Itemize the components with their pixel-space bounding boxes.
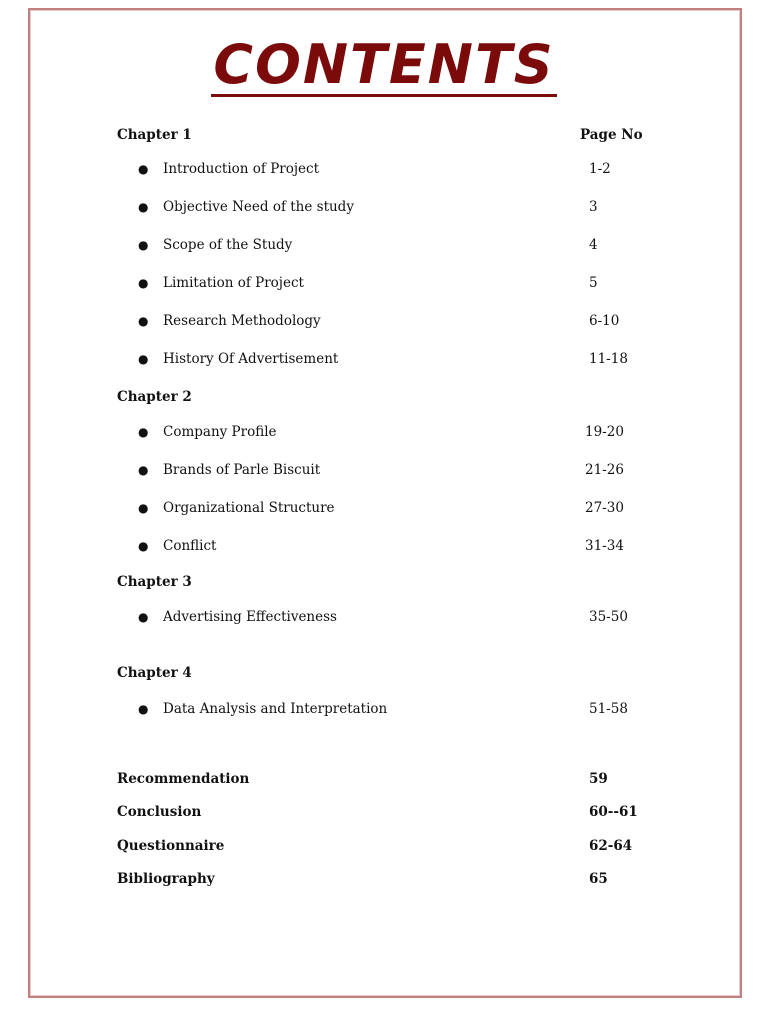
toc-entry[interactable] bbox=[0, 421, 768, 443]
toc-entry-page: 4 bbox=[589, 237, 598, 253]
toc-entry-label: Limitation of Project bbox=[163, 275, 304, 291]
end-section-label: Bibliography bbox=[117, 871, 215, 887]
bullet-icon: ● bbox=[138, 238, 149, 252]
end-section-label: Questionnaire bbox=[117, 838, 225, 854]
bullet-icon: ● bbox=[138, 501, 149, 515]
end-section-label: Conclusion bbox=[117, 804, 202, 820]
toc-entry-label: Research Methodology bbox=[163, 313, 321, 329]
toc-entry-page: 35-50 bbox=[589, 609, 628, 625]
toc-entry-page: 5 bbox=[589, 275, 598, 291]
toc-entry-label: Organizational Structure bbox=[163, 500, 335, 516]
toc-entry-page: 21-26 bbox=[585, 462, 624, 478]
toc-entry[interactable] bbox=[0, 234, 768, 256]
chapter-heading-row bbox=[0, 386, 768, 408]
chapter-heading: Chapter 3 bbox=[117, 574, 192, 590]
chapter-heading-row bbox=[0, 571, 768, 593]
toc-entry[interactable] bbox=[0, 459, 768, 481]
end-section-row[interactable] bbox=[0, 768, 768, 790]
toc-entry-label: Brands of Parle Biscuit bbox=[163, 462, 321, 478]
toc-entry-page: 6-10 bbox=[589, 313, 620, 329]
toc-entry-page: 31-34 bbox=[585, 538, 624, 554]
toc-entry-label: Scope of the Study bbox=[163, 237, 293, 253]
toc-entry[interactable] bbox=[0, 158, 768, 180]
end-section-label: Recommendation bbox=[117, 771, 250, 787]
toc-entry-label: Introduction of Project bbox=[163, 161, 320, 177]
toc-entry[interactable] bbox=[0, 606, 768, 628]
toc-entry[interactable] bbox=[0, 272, 768, 294]
chapter-heading: Chapter 4 bbox=[117, 665, 192, 681]
toc-entry-label: Data Analysis and Interpretation bbox=[163, 701, 388, 717]
toc-entry-label: Conflict bbox=[163, 538, 217, 554]
toc-entry[interactable] bbox=[0, 310, 768, 332]
toc-entry-label: Company Profile bbox=[163, 424, 277, 440]
end-section-page: 59 bbox=[589, 771, 608, 787]
end-section-row[interactable] bbox=[0, 868, 768, 890]
end-section-page: 62-64 bbox=[589, 838, 633, 854]
chapter-heading-row bbox=[0, 124, 768, 146]
bullet-icon: ● bbox=[138, 276, 149, 290]
toc-entry-label: Advertising Effectiveness bbox=[163, 609, 337, 625]
contents-title: CONTENTS bbox=[213, 33, 555, 96]
end-section-row[interactable] bbox=[0, 801, 768, 823]
bullet-icon: ● bbox=[138, 200, 149, 214]
bullet-icon: ● bbox=[138, 539, 149, 553]
toc-entry-label: History Of Advertisement bbox=[163, 351, 339, 367]
toc-entry[interactable] bbox=[0, 698, 768, 720]
bullet-icon: ● bbox=[138, 352, 149, 366]
toc-entry[interactable] bbox=[0, 497, 768, 519]
end-section-page: 60--61 bbox=[589, 804, 638, 820]
chapter-heading: Chapter 2 bbox=[117, 389, 192, 405]
page-no-header: Page No bbox=[580, 127, 643, 143]
toc-entry-page: 27-30 bbox=[585, 500, 624, 516]
toc-entry-page: 11-18 bbox=[589, 351, 628, 367]
bullet-icon: ● bbox=[138, 702, 149, 716]
end-section-row[interactable] bbox=[0, 835, 768, 857]
toc-entry[interactable] bbox=[0, 348, 768, 370]
toc-entry-page: 19-20 bbox=[585, 424, 624, 440]
bullet-icon: ● bbox=[138, 610, 149, 624]
toc-entry[interactable] bbox=[0, 196, 768, 218]
end-section-page: 65 bbox=[589, 871, 608, 887]
bullet-icon: ● bbox=[138, 425, 149, 439]
toc-entry-page: 1-2 bbox=[589, 161, 611, 177]
toc-entry-page: 3 bbox=[589, 199, 598, 215]
toc-entry-page: 51-58 bbox=[589, 701, 628, 717]
toc-entry-label: Objective Need of the study bbox=[163, 199, 354, 215]
chapter-heading-row bbox=[0, 662, 768, 684]
bullet-icon: ● bbox=[138, 314, 149, 328]
toc-entry[interactable] bbox=[0, 535, 768, 557]
contents-title-wrap bbox=[0, 33, 768, 97]
chapter-heading: Chapter 1 bbox=[117, 127, 192, 143]
bullet-icon: ● bbox=[138, 162, 149, 176]
bullet-icon: ● bbox=[138, 463, 149, 477]
